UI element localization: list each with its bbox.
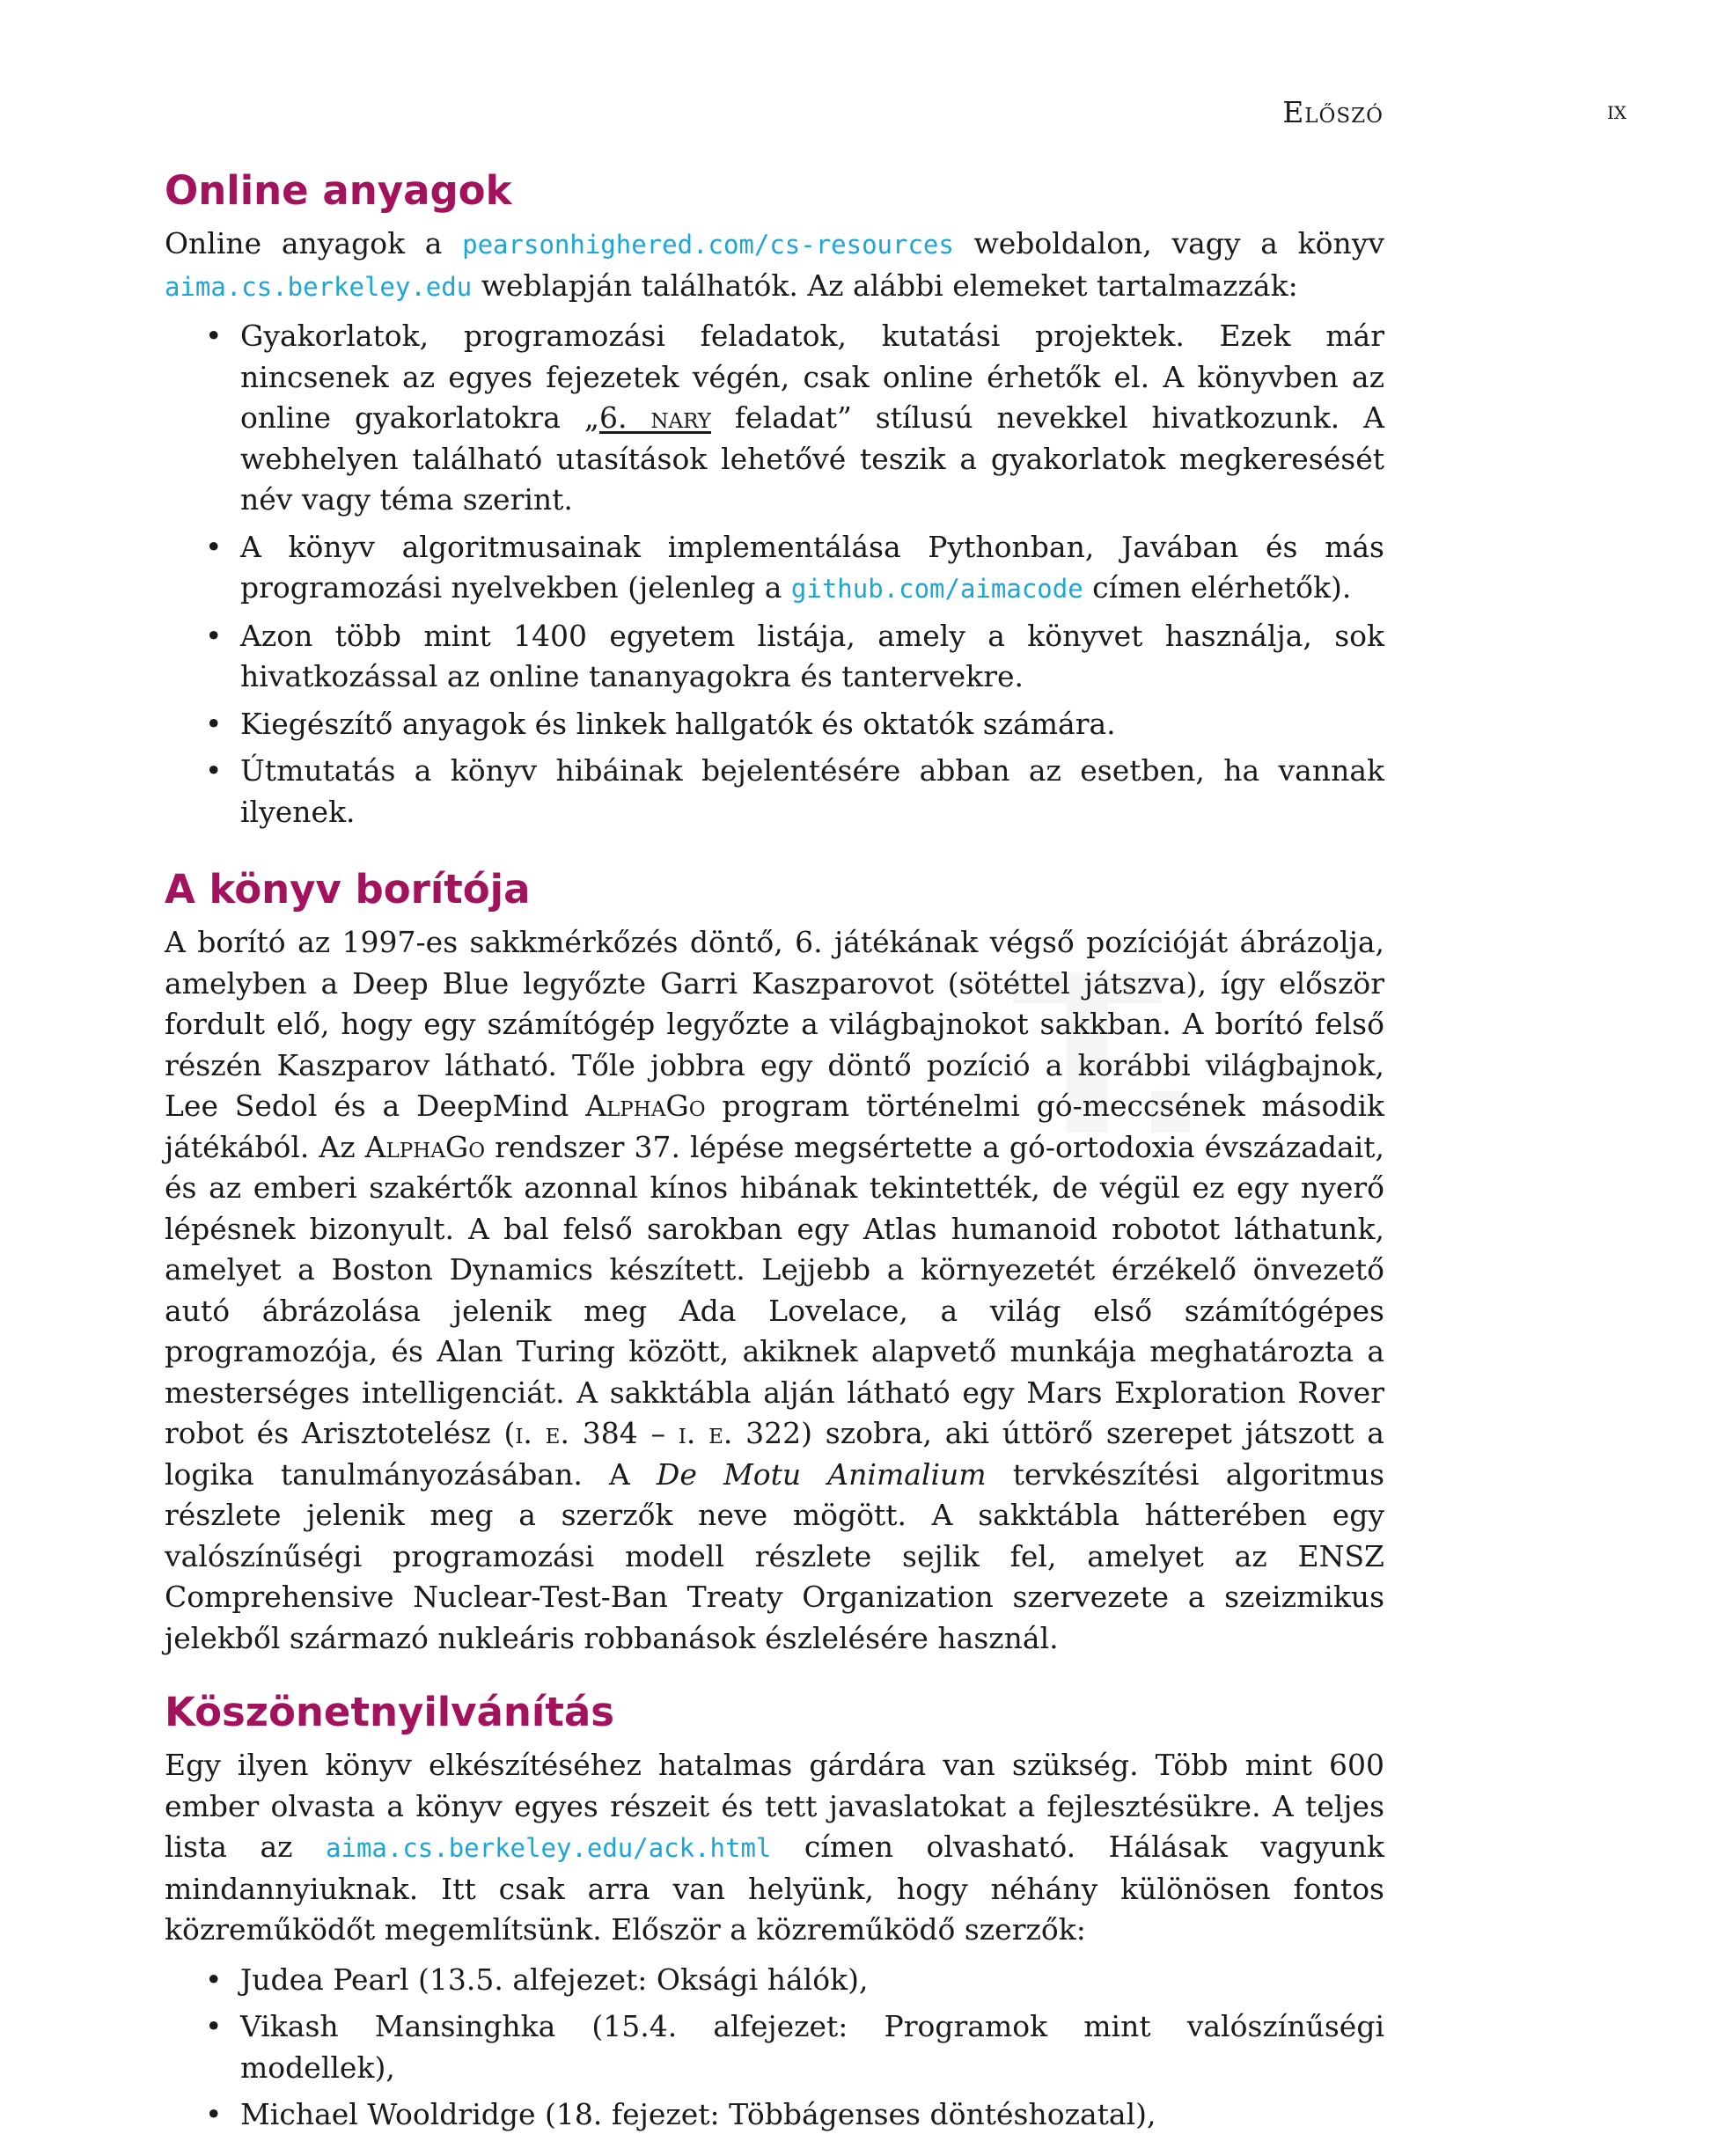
work-title: De Motu Animalium	[656, 1456, 987, 1492]
page-number: ix	[1607, 95, 1627, 125]
cover-paragraph: A borító az 1997-es sakkmérkőzés döntő, 6. játékának végső pozícióját ábrázolja, amelyben a Deep Blue legyőzte Garri Kaszparovot (sötéttel játszva), így először fordult elő, hogy egy számítógép legyőzte a világbajnokot sakkban. A borító felső részén Kaszparov látható. Tőle jobbra egy döntő pozíció a korábbi világbajnok, Lee Sedol és a DeepMind AlphaGo program történelmi gó-meccsének második játékából. Az AlphaGo rendszer 37. lépése megsértette a gó-ortodoxia évszázadait, és az emberi szakértők azonnal kínos hibának tekintették, de végül ez egy nyerő lépésnek bizonyult. A bal felső sarokban egy Atlas humanoid robotot láthatunk, amelyet a Boston Dynamics készített. Lejjebb a környezetét érzékelő önvezető autó ábrázolása jelenik meg Ada Lovelace, a világ első számítógépes programozója, és Alan Turing között, akiknek alapvető munkája meghatározta a mesterséges intelligenciát. A sakktábla alján látható egy Mars Exploration Rover robot és Arisztotelész (i. e. 384 – i. e. 322) szobra, aki úttörő szerepet játszott a logika tanulmányozásában. A De Motu Animalium tervkészítési algoritmus részlete jelenik meg a szerzők neve mögött. A sakktábla hátterében egy valószínűségi programozási modell részlete sejlik fel, amelyet az ENSZ Comprehensive Nuclear-Test-Ban Treaty Organization szervezete a szeizmikus jelekből származó nukleáris robbanások észlelésére használ.	[165, 925, 1384, 1655]
list-item: • Gyakorlatok, programozási feladatok, kutatási projektek. Ezek már nincsenek az egyes fejezetek végén, csak online érhetők el. A könyvben az online gyakorlatokra „6. nary feladat” stílusú nevekkel hivatkozunk. A webhelyen található utasítások lehetővé teszik a gyakorlatok megkeresését név vagy téma szerint.	[165, 316, 1384, 521]
section-acknowledgements	[165, 1689, 1384, 2136]
online-intro-paragraph: Online anyagok a pearsonhighered.com/cs-resources weboldalon, vagy a könyv aima.cs.berkeley.edu weblapján találhatók. Az alábbi elemeket tartalmazzák:	[165, 226, 1384, 303]
alphago-name: AlphaGo	[364, 1129, 486, 1164]
section-heading-ack: Köszönetnyilvánítás	[165, 1689, 614, 1735]
watermark: T.	[1012, 928, 1213, 1184]
era-abbrev: i. e.	[515, 1416, 569, 1450]
section-online-materials	[165, 167, 1384, 832]
online-list	[165, 316, 1384, 832]
list-item: • A könyv algoritmusainak implementálása Pythonban, Javában és más programozási nyelvekben (jelenleg a github.com/aimacode címen elérhetők).	[165, 527, 1384, 610]
exercise-ref: 6. nary	[598, 400, 711, 435]
alphago-name: AlphaGo	[585, 1089, 706, 1123]
link-pearson[interactable]: pearsonhighered.com/cs-resources	[462, 230, 954, 260]
page-body	[165, 167, 1384, 2142]
link-ack[interactable]: aima.cs.berkeley.edu/ack.html	[326, 1833, 772, 1863]
section-heading-online: Online anyagok	[165, 167, 512, 214]
era-abbrev: i. e.	[678, 1416, 733, 1450]
ack-paragraph: Egy ilyen könyv elkészítéséhez hatalmas gárdára van szükség. Több mint 600 ember olvasta a könyv egyes részeit és tett javaslatokat a fejlesztésükre. A teljes lista az aima.cs.berkeley.edu/ack.html címen olvasható. Hálásak vagyunk mindannyiuknak. Itt csak arra van helyünk, hogy néhány különösen fontos közreműködőt megemlítsünk. Először a közreműködő szerzők:	[165, 1748, 1384, 1947]
link-github[interactable]: github.com/aimacode	[790, 574, 1083, 604]
running-head	[0, 95, 1725, 130]
list-item: • Michael Wooldridge (18. fejezet: Többágenses döntéshozatal),	[165, 2094, 1384, 2136]
link-aima[interactable]: aima.cs.berkeley.edu	[165, 271, 473, 302]
list-item: • Kiegészítő anyagok és linkek hallgatók és oktatók számára.	[165, 704, 1384, 745]
running-head-title: Előszó	[1282, 95, 1384, 129]
section-cover	[165, 866, 1384, 1659]
section-heading-cover: A könyv borítója	[165, 866, 531, 913]
list-item: • Judea Pearl (13.5. alfejezet: Oksági hálók),	[165, 1960, 1384, 2001]
contributors-list	[165, 1960, 1384, 2136]
list-item: • Útmutatás a könyv hibáinak bejelentésére abban az esetben, ha vannak ilyenek.	[165, 751, 1384, 832]
list-item: • Vikash Mansinghka (15.4. alfejezet: Programok mint valószínűségi modellek),	[165, 2006, 1384, 2088]
list-item: • Azon több mint 1400 egyetem listája, amely a könyvet használja, sok hivatkozással az online tananyagokra és tantervekre.	[165, 616, 1384, 698]
